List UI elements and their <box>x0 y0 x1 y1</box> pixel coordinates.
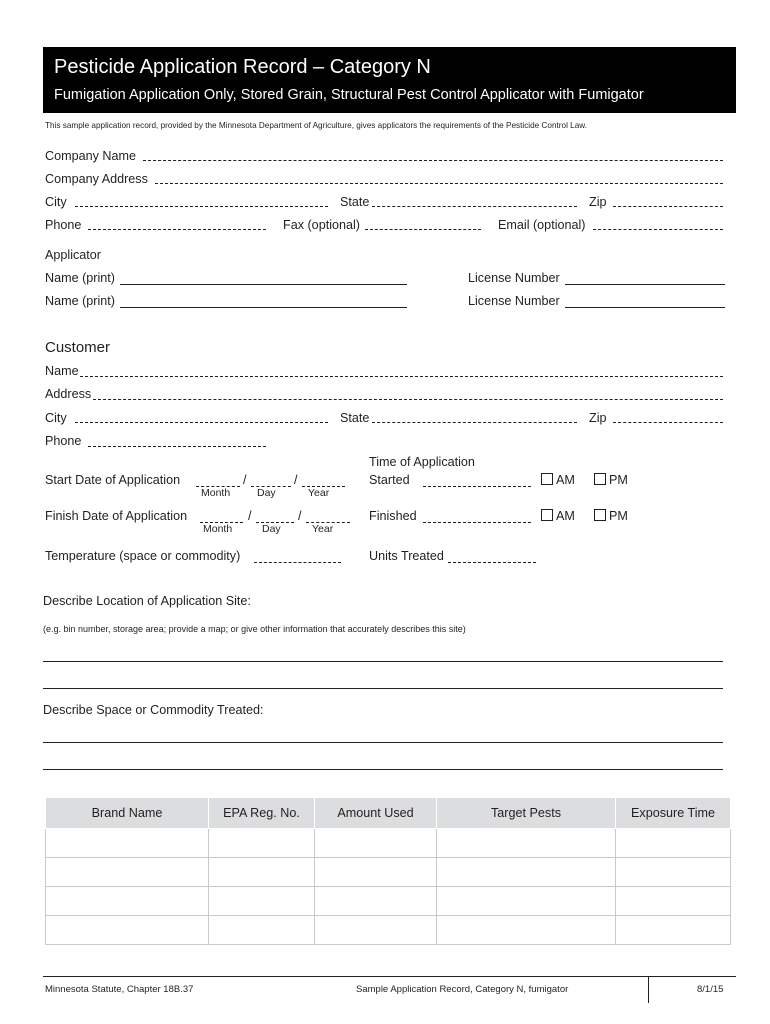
start-slash-1: / <box>243 473 247 487</box>
company-email-label: Email (optional) <box>498 218 586 232</box>
finish-year-caption: Year <box>312 523 334 535</box>
company-email-field[interactable] <box>593 229 723 230</box>
started-am-option[interactable]: AM <box>541 473 575 487</box>
customer-city-field[interactable] <box>75 422 328 423</box>
table-cell[interactable] <box>315 916 437 945</box>
space-heading: Describe Space or Commodity Treated: <box>43 703 264 717</box>
finish-day-caption: Day <box>262 523 281 535</box>
table-cell[interactable] <box>209 829 315 858</box>
company-phone-field[interactable] <box>88 229 266 230</box>
customer-state-field[interactable] <box>372 422 577 423</box>
start-year-caption: Year <box>308 487 330 499</box>
table-cell[interactable] <box>616 887 731 916</box>
intro-text: This sample application record, provided by the Minnesota Department of Agriculture, gives applicators the requirements of the Pesticide Control Law. <box>45 121 588 130</box>
units-treated-label: Units Treated <box>369 549 444 563</box>
col-brand-name: Brand Name <box>46 798 209 829</box>
space-line-1[interactable] <box>43 742 723 743</box>
table-cell[interactable] <box>315 858 437 887</box>
applicator-license-label-2: License Number <box>468 294 560 308</box>
finish-date-label: Finish Date of Application <box>45 509 188 523</box>
table-cell[interactable] <box>437 829 616 858</box>
temperature-field[interactable] <box>254 562 341 563</box>
finished-am-option[interactable]: AM <box>541 509 575 523</box>
start-slash-2: / <box>294 473 298 487</box>
page-header <box>43 47 736 113</box>
customer-phone-field[interactable] <box>88 446 266 447</box>
company-name-field[interactable] <box>143 160 723 161</box>
company-zip-field[interactable] <box>613 206 723 207</box>
start-day-caption: Day <box>257 487 276 499</box>
footer-doc-title: Sample Application Record, Category N, fumigator <box>356 984 569 995</box>
table-cell[interactable] <box>209 887 315 916</box>
location-hint: (e.g. bin number, storage area; provide a map; or give other information that accurately describes this site) <box>43 624 466 634</box>
finished-label: Finished <box>369 509 417 523</box>
col-amount-used: Amount Used <box>315 798 437 829</box>
col-target-pests: Target Pests <box>437 798 616 829</box>
company-city-field[interactable] <box>75 206 328 207</box>
time-of-application-heading: Time of Application <box>369 455 475 469</box>
company-address-label: Company Address <box>45 172 148 186</box>
footer-statute: Minnesota Statute, Chapter 18B.37 <box>45 984 194 995</box>
customer-address-field[interactable] <box>93 399 723 400</box>
space-line-2[interactable] <box>43 769 723 770</box>
started-pm-option[interactable]: PM <box>594 473 628 487</box>
company-name-label: Company Name <box>45 149 136 163</box>
start-date-label: Start Date of Application <box>45 473 181 487</box>
customer-address-label: Address <box>45 387 92 401</box>
temperature-label: Temperature (space or commodity) <box>45 549 241 563</box>
start-month-caption: Month <box>201 487 231 499</box>
table-cell[interactable] <box>437 858 616 887</box>
customer-zip-label: Zip <box>589 411 607 425</box>
page-subtitle: Fumigation Application Only, Stored Grain, Structural Pest Control Applicator with Fumigator <box>54 87 644 103</box>
company-city-label: City <box>45 195 67 209</box>
table-row <box>46 887 731 916</box>
table-cell[interactable] <box>616 858 731 887</box>
finish-slash-1: / <box>248 509 252 523</box>
finished-am-checkbox[interactable] <box>541 509 553 521</box>
customer-name-field[interactable] <box>80 376 723 377</box>
customer-name-label: Name <box>45 364 79 378</box>
customer-city-label: City <box>45 411 67 425</box>
applicator-license-field-2[interactable] <box>565 307 725 308</box>
table-cell[interactable] <box>437 916 616 945</box>
table-cell[interactable] <box>46 829 209 858</box>
finished-time-field[interactable] <box>423 522 531 523</box>
table-cell[interactable] <box>46 916 209 945</box>
customer-phone-label: Phone <box>45 434 82 448</box>
location-heading: Describe Location of Application Site: <box>43 594 251 608</box>
started-am-checkbox[interactable] <box>541 473 553 485</box>
page-title: Pesticide Application Record – Category N <box>54 56 431 78</box>
table-cell[interactable] <box>209 916 315 945</box>
applicator-name-label-1: Name (print) <box>45 271 115 285</box>
footer-rule <box>43 976 736 977</box>
table-cell[interactable] <box>315 829 437 858</box>
company-fax-label: Fax (optional) <box>283 218 360 232</box>
customer-heading: Customer <box>45 339 111 356</box>
customer-zip-field[interactable] <box>613 422 723 423</box>
table-row <box>46 858 731 887</box>
table-cell[interactable] <box>616 916 731 945</box>
product-table <box>45 797 731 945</box>
footer-divider <box>648 977 649 1003</box>
table-cell[interactable] <box>315 887 437 916</box>
location-line-1[interactable] <box>43 661 723 662</box>
finish-slash-2: / <box>298 509 302 523</box>
units-treated-field[interactable] <box>448 562 536 563</box>
started-label: Started <box>369 473 410 487</box>
applicator-name-field-1[interactable] <box>120 284 407 285</box>
finished-pm-checkbox[interactable] <box>594 509 606 521</box>
applicator-name-field-2[interactable] <box>120 307 407 308</box>
company-fax-field[interactable] <box>365 229 481 230</box>
applicator-heading: Applicator <box>45 248 102 262</box>
footer-date: 8/1/15 <box>697 984 724 995</box>
started-time-field[interactable] <box>423 486 531 487</box>
customer-state-label: State <box>340 411 370 425</box>
table-row <box>46 829 731 858</box>
applicator-license-field-1[interactable] <box>565 284 725 285</box>
applicator-license-label-1: License Number <box>468 271 560 285</box>
table-cell[interactable] <box>209 858 315 887</box>
finished-pm-option[interactable]: PM <box>594 509 628 523</box>
applicator-name-label-2: Name (print) <box>45 294 115 308</box>
company-state-label: State <box>340 195 370 209</box>
company-state-field[interactable] <box>372 206 577 207</box>
col-exposure-time: Exposure Time <box>616 798 731 829</box>
company-phone-label: Phone <box>45 218 82 232</box>
table-cell[interactable] <box>437 887 616 916</box>
finish-month-caption: Month <box>203 523 233 535</box>
company-zip-label: Zip <box>589 195 607 209</box>
table-cell[interactable] <box>46 858 209 887</box>
table-row <box>46 916 731 945</box>
company-address-field[interactable] <box>155 183 723 184</box>
col-epa-reg-no: EPA Reg. No. <box>209 798 315 829</box>
started-pm-checkbox[interactable] <box>594 473 606 485</box>
table-cell[interactable] <box>616 829 731 858</box>
location-line-2[interactable] <box>43 688 723 689</box>
table-cell[interactable] <box>46 887 209 916</box>
